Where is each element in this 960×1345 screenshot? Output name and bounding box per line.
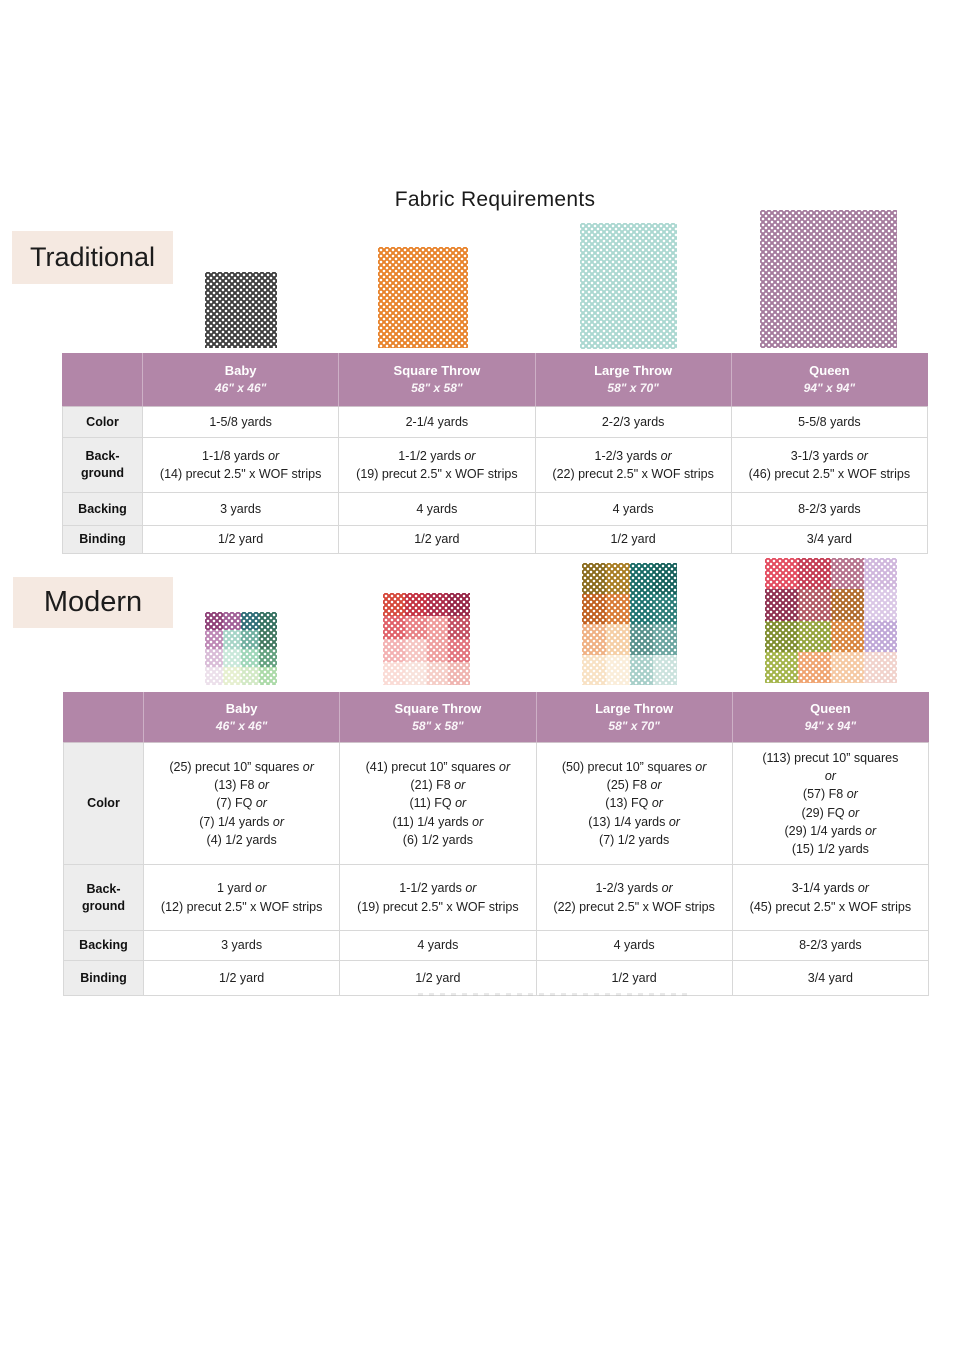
table-cell: 1/2 yard bbox=[535, 526, 731, 554]
table-cell: (41) precut 10” squares or (21) F8 or (11) FQ or (11) 1/4 yards or (6) 1/2 yards bbox=[340, 743, 536, 865]
column-name: Square Throw bbox=[394, 700, 482, 716]
quilt-patch bbox=[223, 612, 241, 630]
table-cell: 3 yards bbox=[144, 931, 340, 961]
column-header-square-throw bbox=[339, 354, 535, 407]
quilt-patch bbox=[383, 616, 405, 639]
quilt-patch bbox=[405, 593, 427, 616]
quilt-patch bbox=[241, 667, 259, 685]
table-cell: 3/4 yard bbox=[731, 526, 927, 554]
column-header-queen bbox=[732, 693, 928, 743]
quilt-patch bbox=[630, 624, 654, 655]
row-label-back-ground: Back- ground bbox=[63, 438, 143, 493]
quilt-patch bbox=[765, 652, 798, 683]
modern-baby-quilt-preview bbox=[205, 612, 277, 685]
traditional-baby-quilt-preview bbox=[205, 272, 277, 348]
quilt-patch bbox=[864, 558, 897, 589]
quilt-patch bbox=[205, 667, 223, 685]
table-cell: 1-1/2 yards or (19) precut 2.5" x WOF strips bbox=[340, 865, 536, 931]
table-cell: 1/2 yard bbox=[144, 961, 340, 996]
quilt-patch bbox=[630, 655, 654, 686]
table-row bbox=[63, 407, 928, 438]
column-size: 94" x 94" bbox=[804, 718, 857, 733]
row-label-back-ground: Back- ground bbox=[64, 865, 144, 931]
quilt-patch bbox=[427, 662, 449, 685]
quilt-patch bbox=[383, 639, 405, 662]
quilt-patch bbox=[205, 630, 223, 648]
column-header-large-throw bbox=[536, 693, 732, 743]
table-cell: 1-1/2 yards or (19) precut 2.5" x WOF strips bbox=[339, 438, 535, 493]
column-name: Queen bbox=[809, 363, 850, 379]
quilt-patch bbox=[448, 639, 470, 662]
column-header-baby bbox=[143, 354, 339, 407]
column-size: 58" x 70" bbox=[607, 381, 659, 396]
quilt-patch bbox=[582, 624, 606, 655]
row-label-binding: Binding bbox=[64, 961, 144, 996]
row-label-backing: Backing bbox=[64, 931, 144, 961]
quilt-patch bbox=[405, 639, 427, 662]
table-cell: 1-1/8 yards or (14) precut 2.5" x WOF strips bbox=[143, 438, 339, 493]
column-header-square-throw bbox=[340, 693, 536, 743]
table-cell: (25) precut 10” squares or (13) F8 or (7) FQ or (7) 1/4 yards or (4) 1/2 yards bbox=[144, 743, 340, 865]
column-name: Large Throw bbox=[594, 363, 673, 379]
quilt-patch bbox=[448, 616, 470, 639]
quilt-patch bbox=[448, 662, 470, 685]
table-cell: 1-2/3 yards or (22) precut 2.5" x WOF strips bbox=[536, 865, 732, 931]
table-cell: 3/4 yard bbox=[732, 961, 928, 996]
quilt-patch bbox=[205, 612, 223, 630]
quilt-patch bbox=[259, 649, 277, 667]
traditional-requirements-table bbox=[62, 353, 928, 554]
table-cell: 3 yards bbox=[143, 493, 339, 526]
quilt-patch bbox=[448, 593, 470, 616]
quilt-patch bbox=[223, 667, 241, 685]
quilt-patch bbox=[383, 593, 405, 616]
quilt-patch bbox=[798, 652, 831, 683]
quilt-patch bbox=[864, 652, 897, 683]
row-label-binding: Binding bbox=[63, 526, 143, 554]
table-cell: 8-2/3 yards bbox=[732, 931, 928, 961]
quilt-patch bbox=[798, 558, 831, 589]
column-name: Baby bbox=[224, 363, 257, 379]
section-label-modern: Modern bbox=[13, 577, 173, 628]
quilt-patch bbox=[765, 558, 798, 589]
column-name: Square Throw bbox=[393, 363, 481, 379]
table-cell: 4 yards bbox=[340, 931, 536, 961]
table-corner-cell bbox=[64, 693, 144, 743]
table-row bbox=[63, 526, 928, 554]
quilt-patch bbox=[765, 621, 798, 652]
table-corner-cell bbox=[63, 354, 143, 407]
traditional-large-throw-quilt-preview bbox=[580, 223, 677, 349]
quilt-patch bbox=[241, 612, 259, 630]
table-cell: 2-2/3 yards bbox=[535, 407, 731, 438]
quilt-patch bbox=[259, 630, 277, 648]
table-cell: (113) precut 10” squares or (57) F8 or (29) FQ or (29) 1/4 yards or (15) 1/2 yards bbox=[732, 743, 928, 865]
column-name: Large Throw bbox=[595, 700, 674, 716]
table-cell: 1 yard or (12) precut 2.5" x WOF strips bbox=[144, 865, 340, 931]
table-cell: 8-2/3 yards bbox=[731, 493, 927, 526]
quilt-patch bbox=[580, 223, 677, 349]
table-cell: 4 yards bbox=[535, 493, 731, 526]
table-cell: 1-5/8 yards bbox=[143, 407, 339, 438]
quilt-patch bbox=[582, 594, 606, 625]
section-label-traditional: Traditional bbox=[12, 231, 173, 284]
quilt-patch bbox=[653, 655, 677, 686]
quilt-patch bbox=[630, 594, 654, 625]
table-cell: 5-5/8 yards bbox=[731, 407, 927, 438]
quilt-patch bbox=[831, 558, 864, 589]
table-row bbox=[64, 865, 929, 931]
quilt-patch bbox=[205, 649, 223, 667]
quilt-patch bbox=[582, 563, 606, 594]
table-row bbox=[63, 438, 928, 493]
column-name: Baby bbox=[225, 700, 258, 716]
quilt-patch bbox=[606, 563, 630, 594]
quilt-patch bbox=[606, 624, 630, 655]
traditional-queen-quilt-preview bbox=[760, 210, 897, 348]
quilt-patch bbox=[864, 589, 897, 620]
quilt-patch bbox=[606, 594, 630, 625]
table-cell: 3-1/4 yards or (45) precut 2.5" x WOF strips bbox=[732, 865, 928, 931]
row-label-color: Color bbox=[63, 407, 143, 438]
faint-footnote-text bbox=[418, 993, 693, 996]
column-size: 58" x 70" bbox=[608, 718, 660, 733]
table-cell: 1/2 yard bbox=[536, 961, 732, 996]
quilt-patch bbox=[241, 649, 259, 667]
column-size: 94" x 94" bbox=[803, 381, 856, 396]
quilt-patch bbox=[223, 649, 241, 667]
quilt-patch bbox=[653, 563, 677, 594]
quilt-patch bbox=[653, 624, 677, 655]
quilt-patch bbox=[831, 589, 864, 620]
column-header-baby bbox=[144, 693, 340, 743]
row-label-color: Color bbox=[64, 743, 144, 865]
quilt-patch bbox=[798, 589, 831, 620]
modern-requirements-table bbox=[63, 692, 929, 996]
table-cell: 4 yards bbox=[339, 493, 535, 526]
quilt-patch bbox=[765, 589, 798, 620]
column-name: Queen bbox=[810, 700, 851, 716]
column-header-queen bbox=[731, 354, 927, 407]
quilt-patch bbox=[205, 272, 277, 348]
column-size: 58" x 58" bbox=[411, 381, 463, 396]
modern-large-throw-quilt-preview bbox=[582, 563, 677, 685]
table-cell: 1/2 yard bbox=[143, 526, 339, 554]
table-row bbox=[64, 931, 929, 961]
table-cell: 1/2 yard bbox=[339, 526, 535, 554]
table-cell: 1/2 yard bbox=[340, 961, 536, 996]
quilt-patch bbox=[864, 621, 897, 652]
quilt-patch bbox=[582, 655, 606, 686]
table-row bbox=[64, 743, 929, 865]
quilt-patch bbox=[606, 655, 630, 686]
quilt-patch bbox=[831, 652, 864, 683]
column-size: 46" x 46" bbox=[215, 718, 268, 733]
column-size: 58" x 58" bbox=[412, 718, 464, 733]
quilt-patch bbox=[259, 667, 277, 685]
column-header-large-throw bbox=[535, 354, 731, 407]
row-label-backing: Backing bbox=[63, 493, 143, 526]
quilt-patch bbox=[427, 593, 449, 616]
table-cell: 4 yards bbox=[536, 931, 732, 961]
modern-square-throw-quilt-preview bbox=[383, 593, 470, 685]
modern-queen-quilt-preview bbox=[765, 558, 897, 683]
table-cell: (50) precut 10” squares or (25) F8 or (13) FQ or (13) 1/4 yards or (7) 1/2 yards bbox=[536, 743, 732, 865]
quilt-patch bbox=[378, 247, 468, 348]
table-row bbox=[63, 493, 928, 526]
quilt-patch bbox=[630, 563, 654, 594]
quilt-patch bbox=[259, 612, 277, 630]
quilt-patch bbox=[223, 630, 241, 648]
quilt-patch bbox=[427, 616, 449, 639]
page-title: Fabric Requirements bbox=[394, 188, 596, 211]
traditional-square-throw-quilt-preview bbox=[378, 247, 468, 348]
quilt-patch bbox=[383, 662, 405, 685]
quilt-patch bbox=[798, 621, 831, 652]
quilt-patch bbox=[831, 621, 864, 652]
quilt-patch bbox=[653, 594, 677, 625]
table-row bbox=[64, 961, 929, 996]
quilt-patch bbox=[427, 639, 449, 662]
table-cell: 3-1/3 yards or (46) precut 2.5" x WOF strips bbox=[731, 438, 927, 493]
table-cell: 1-2/3 yards or (22) precut 2.5" x WOF strips bbox=[535, 438, 731, 493]
table-cell: 2-1/4 yards bbox=[339, 407, 535, 438]
quilt-patch bbox=[405, 616, 427, 639]
column-size: 46" x 46" bbox=[214, 381, 267, 396]
quilt-patch bbox=[241, 630, 259, 648]
quilt-patch bbox=[760, 210, 897, 348]
quilt-patch bbox=[405, 662, 427, 685]
